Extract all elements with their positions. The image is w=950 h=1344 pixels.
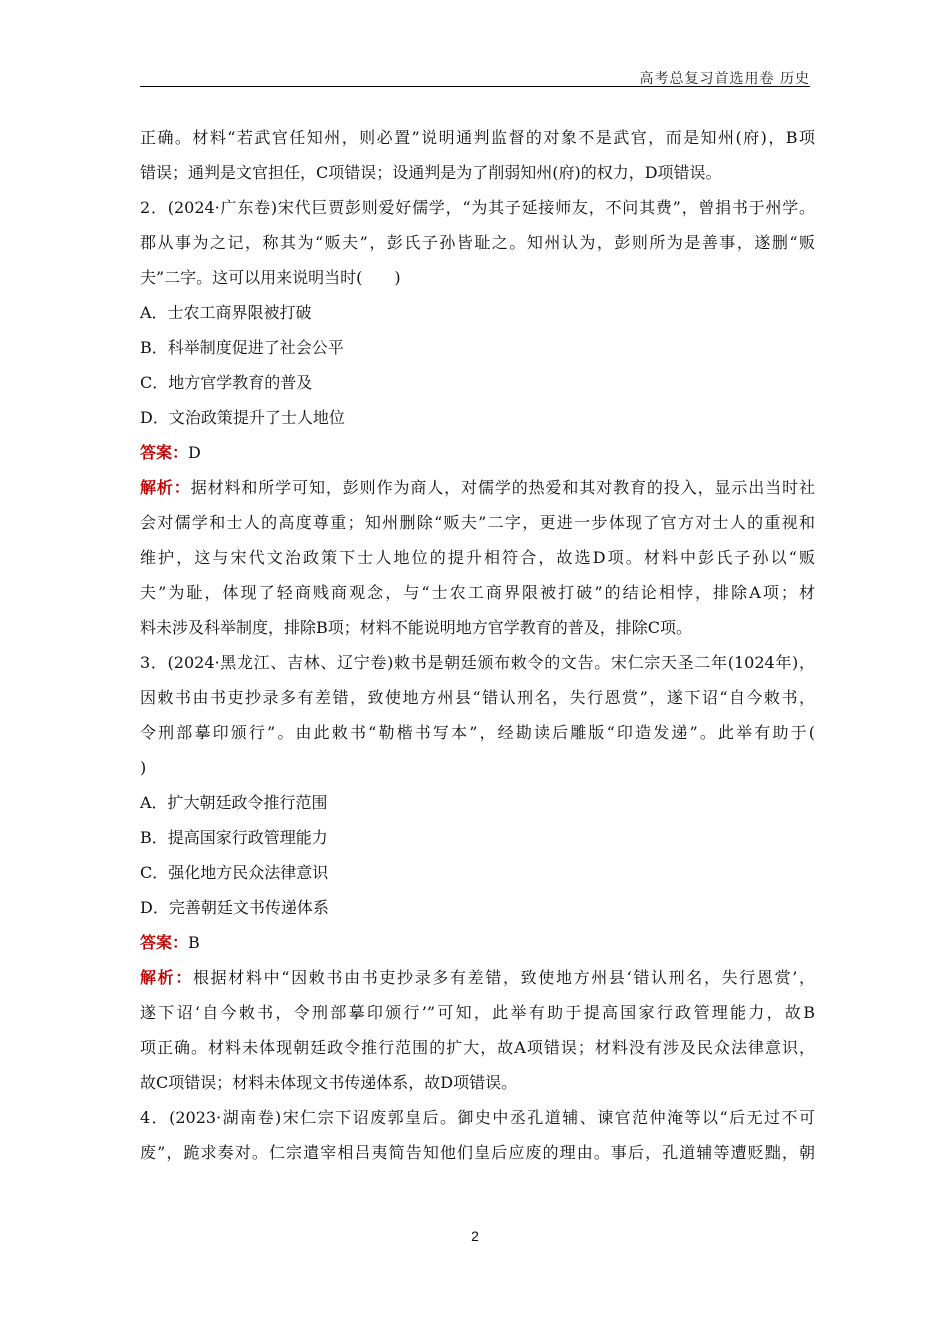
line-text: 项正确。材料未体现朝廷政令推行范围的扩大，故A项错误；材料没有涉及民众法律意识， <box>140 1038 815 1057</box>
text-line <box>140 715 815 750</box>
line-text: A．扩大朝廷政令推行范围 <box>140 793 328 812</box>
text-line <box>140 330 815 365</box>
line-text: D <box>188 443 201 462</box>
line-text: 故C项错误；材料未体现文书传递体系，故D项错误。 <box>140 1073 518 1092</box>
answer-line <box>140 925 815 960</box>
answer-label: 答案： <box>140 933 189 952</box>
line-text: 料未涉及科举制度，排除B项；材料不能说明地方官学教育的普及，排除C项。 <box>140 618 693 637</box>
line-text: B．提高国家行政管理能力 <box>140 828 328 847</box>
line-text: 4．(2023·湖南卷)宋仁宗下诏废郭皇后。御史中丞孔道辅、谏官范仲淹等以“后无过不可 <box>140 1108 815 1127</box>
text-line <box>140 505 815 540</box>
line-text: 郡从事为之记，称其为“贩夫”，彭氏子孙皆耻之。知州认为，彭则所为是善事，遂删“贩 <box>140 233 815 252</box>
text-line <box>140 575 815 610</box>
line-text: 维护，这与宋代文治政策下士人地位的提升相符合，故选D项。材料中彭氏子孙以“贩 <box>140 548 815 567</box>
text-line <box>140 260 815 295</box>
text-line <box>140 190 815 225</box>
text-line <box>140 295 815 330</box>
text-line <box>140 225 815 260</box>
text-line <box>140 610 815 645</box>
answer-label: 解析： <box>140 968 193 987</box>
answer-line <box>140 960 815 995</box>
line-text: C．地方官学教育的普及 <box>140 373 313 392</box>
line-text: 夫”为耻，体现了轻商贱商观念，与“士农工商界限被打破”的结论相悖，排除A项；材 <box>140 583 815 602</box>
text-line <box>140 1030 815 1065</box>
line-text: 正确。材料“若武官任知州，则必置”说明通判监督的对象不是武官，而是知州(府)，B项 <box>140 128 815 147</box>
line-text: 据材料和所学可知，彭则作为商人，对儒学的热爱和其对教育的投入，显示出当时社 <box>190 478 815 497</box>
text-line <box>140 400 815 435</box>
line-text: A．士农工商界限被打破 <box>140 303 312 322</box>
page-number: 2 <box>471 1228 479 1244</box>
header-divider <box>140 86 810 87</box>
text-line <box>140 1065 815 1100</box>
line-text: 3．(2024·黑龙江、吉林、辽宁卷)敕书是朝廷颁布敕令的文告。宋仁宗天圣二年(1024年)， <box>140 653 815 672</box>
line-text: 根据材料中“因敕书由书吏抄录多有差错，致使地方州县‘错认刑名，失行恩赏’， <box>192 968 815 987</box>
line-text: D．文治政策提升了士人地位 <box>140 408 345 427</box>
text-line <box>140 120 815 155</box>
document-body <box>140 120 815 1170</box>
text-line <box>140 155 815 190</box>
answer-label: 答案： <box>140 443 189 462</box>
text-line <box>140 1100 815 1135</box>
line-text: 因敕书由书吏抄录多有差错，致使地方州县“错认刑名，失行恩赏”，遂下诏“自今敕书， <box>140 688 815 707</box>
text-line <box>140 995 815 1030</box>
line-text: 废”，跪求奏对。仁宗遣宰相吕夷简告知他们皇后应废的理由。事后，孔道辅等遭贬黜，朝 <box>140 1143 815 1162</box>
answer-line <box>140 435 815 470</box>
line-text: 2．(2024·广东卷)宋代巨贾彭则爱好儒学，“为其子延接师友，不问其费”，曾捐书于州学。 <box>140 198 815 217</box>
text-line <box>140 855 815 890</box>
line-text: 错误；通判是文官担任，C项错误；设通判是为了削弱知州(府)的权力，D项错误。 <box>140 163 722 182</box>
text-line <box>140 365 815 400</box>
text-line <box>140 680 815 715</box>
answer-label: 解析： <box>140 478 191 497</box>
text-line <box>140 820 815 855</box>
text-line <box>140 785 815 820</box>
line-text: ) <box>140 758 147 777</box>
line-text: D．完善朝廷文书传递体系 <box>140 898 329 917</box>
text-line <box>140 540 815 575</box>
text-line <box>140 750 815 785</box>
text-line <box>140 890 815 925</box>
line-text: 遂下诏‘自今敕书，令刑部摹印颁行’”可知，此举有助于提高国家行政管理能力，故B <box>140 1003 815 1022</box>
line-text: 夫”二字。这可以用来说明当时( ) <box>140 268 401 287</box>
line-text: C．强化地方民众法律意识 <box>140 863 329 882</box>
text-line <box>140 1135 815 1170</box>
answer-line <box>140 470 815 505</box>
line-text: B <box>188 933 200 952</box>
line-text: 会对儒学和士人的高度尊重；知州删除“贩夫”二字，更进一步体现了官方对士人的重视和 <box>140 513 815 532</box>
line-text: B．科举制度促进了社会公平 <box>140 338 344 357</box>
text-line <box>140 645 815 680</box>
line-text: 令刑部摹印颁行”。由此敕书“勒楷书写本”，经勘读后雕版“印造发递”。此举有助于( <box>140 723 815 742</box>
header-title: 高考总复习首选用卷 历史 <box>639 71 810 87</box>
